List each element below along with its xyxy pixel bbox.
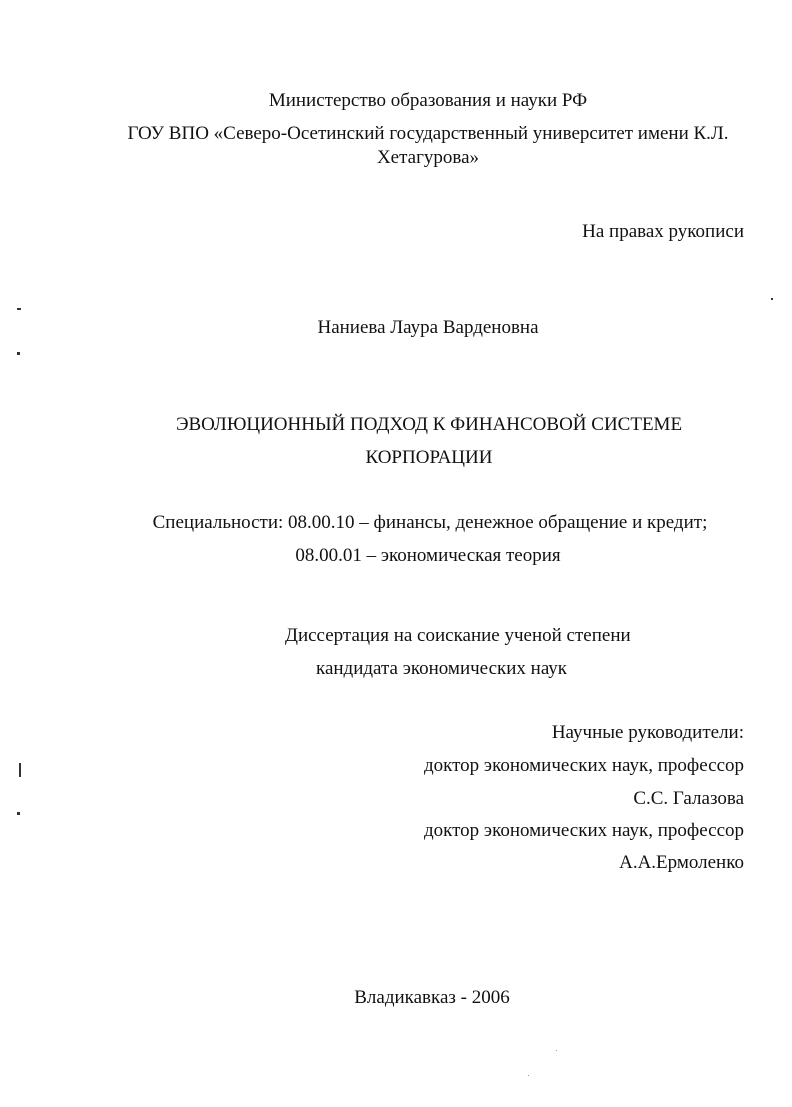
supervisor-1-title: доктор экономических наук, профессор xyxy=(423,755,744,776)
scan-speck xyxy=(528,1075,529,1076)
dissertation-title-line-1: ЭВОЛЮЦИОННЫЙ ПОДХОД К ФИНАНСОВОЙ СИСТЕМЕ xyxy=(175,414,683,435)
supervisor-1-name: С.С. Галазова xyxy=(633,788,744,809)
university-line-2: Хетагурова» xyxy=(376,147,480,168)
university-line-1: ГОУ ВПО «Северо-Осетинский государственный университет имени К.Л. xyxy=(127,123,729,144)
ministry-line: Министерство образования и науки РФ xyxy=(268,90,588,111)
dissertation-title-line-2: КОРПОРАЦИИ xyxy=(365,447,493,468)
city-year: Владикавказ - 2006 xyxy=(354,987,510,1008)
author-name: Наниева Лаура Варденовна xyxy=(317,317,539,338)
scan-speck xyxy=(17,308,21,310)
degree-line-1: Диссертация на соискание ученой степени xyxy=(285,625,631,646)
scan-speck xyxy=(17,812,20,815)
scan-speck xyxy=(17,352,20,355)
supervisor-2-title: доктор экономических наук, профессор xyxy=(423,820,744,841)
scan-speck xyxy=(771,298,773,300)
supervisor-2-name: А.А.Ермоленко xyxy=(619,852,744,873)
degree-line-2: кандидата экономических наук xyxy=(316,658,568,679)
specialties-line-2: 08.00.01 – экономическая теория xyxy=(295,545,561,566)
scan-speck xyxy=(556,1050,557,1051)
scan-speck xyxy=(19,763,21,777)
manuscript-note: На правах рукописи xyxy=(582,221,744,242)
specialties-line-1: Специальности: 08.00.10 – финансы, денежное обращение и кредит; xyxy=(152,512,708,533)
supervisors-label: Научные руководители: xyxy=(551,722,744,743)
